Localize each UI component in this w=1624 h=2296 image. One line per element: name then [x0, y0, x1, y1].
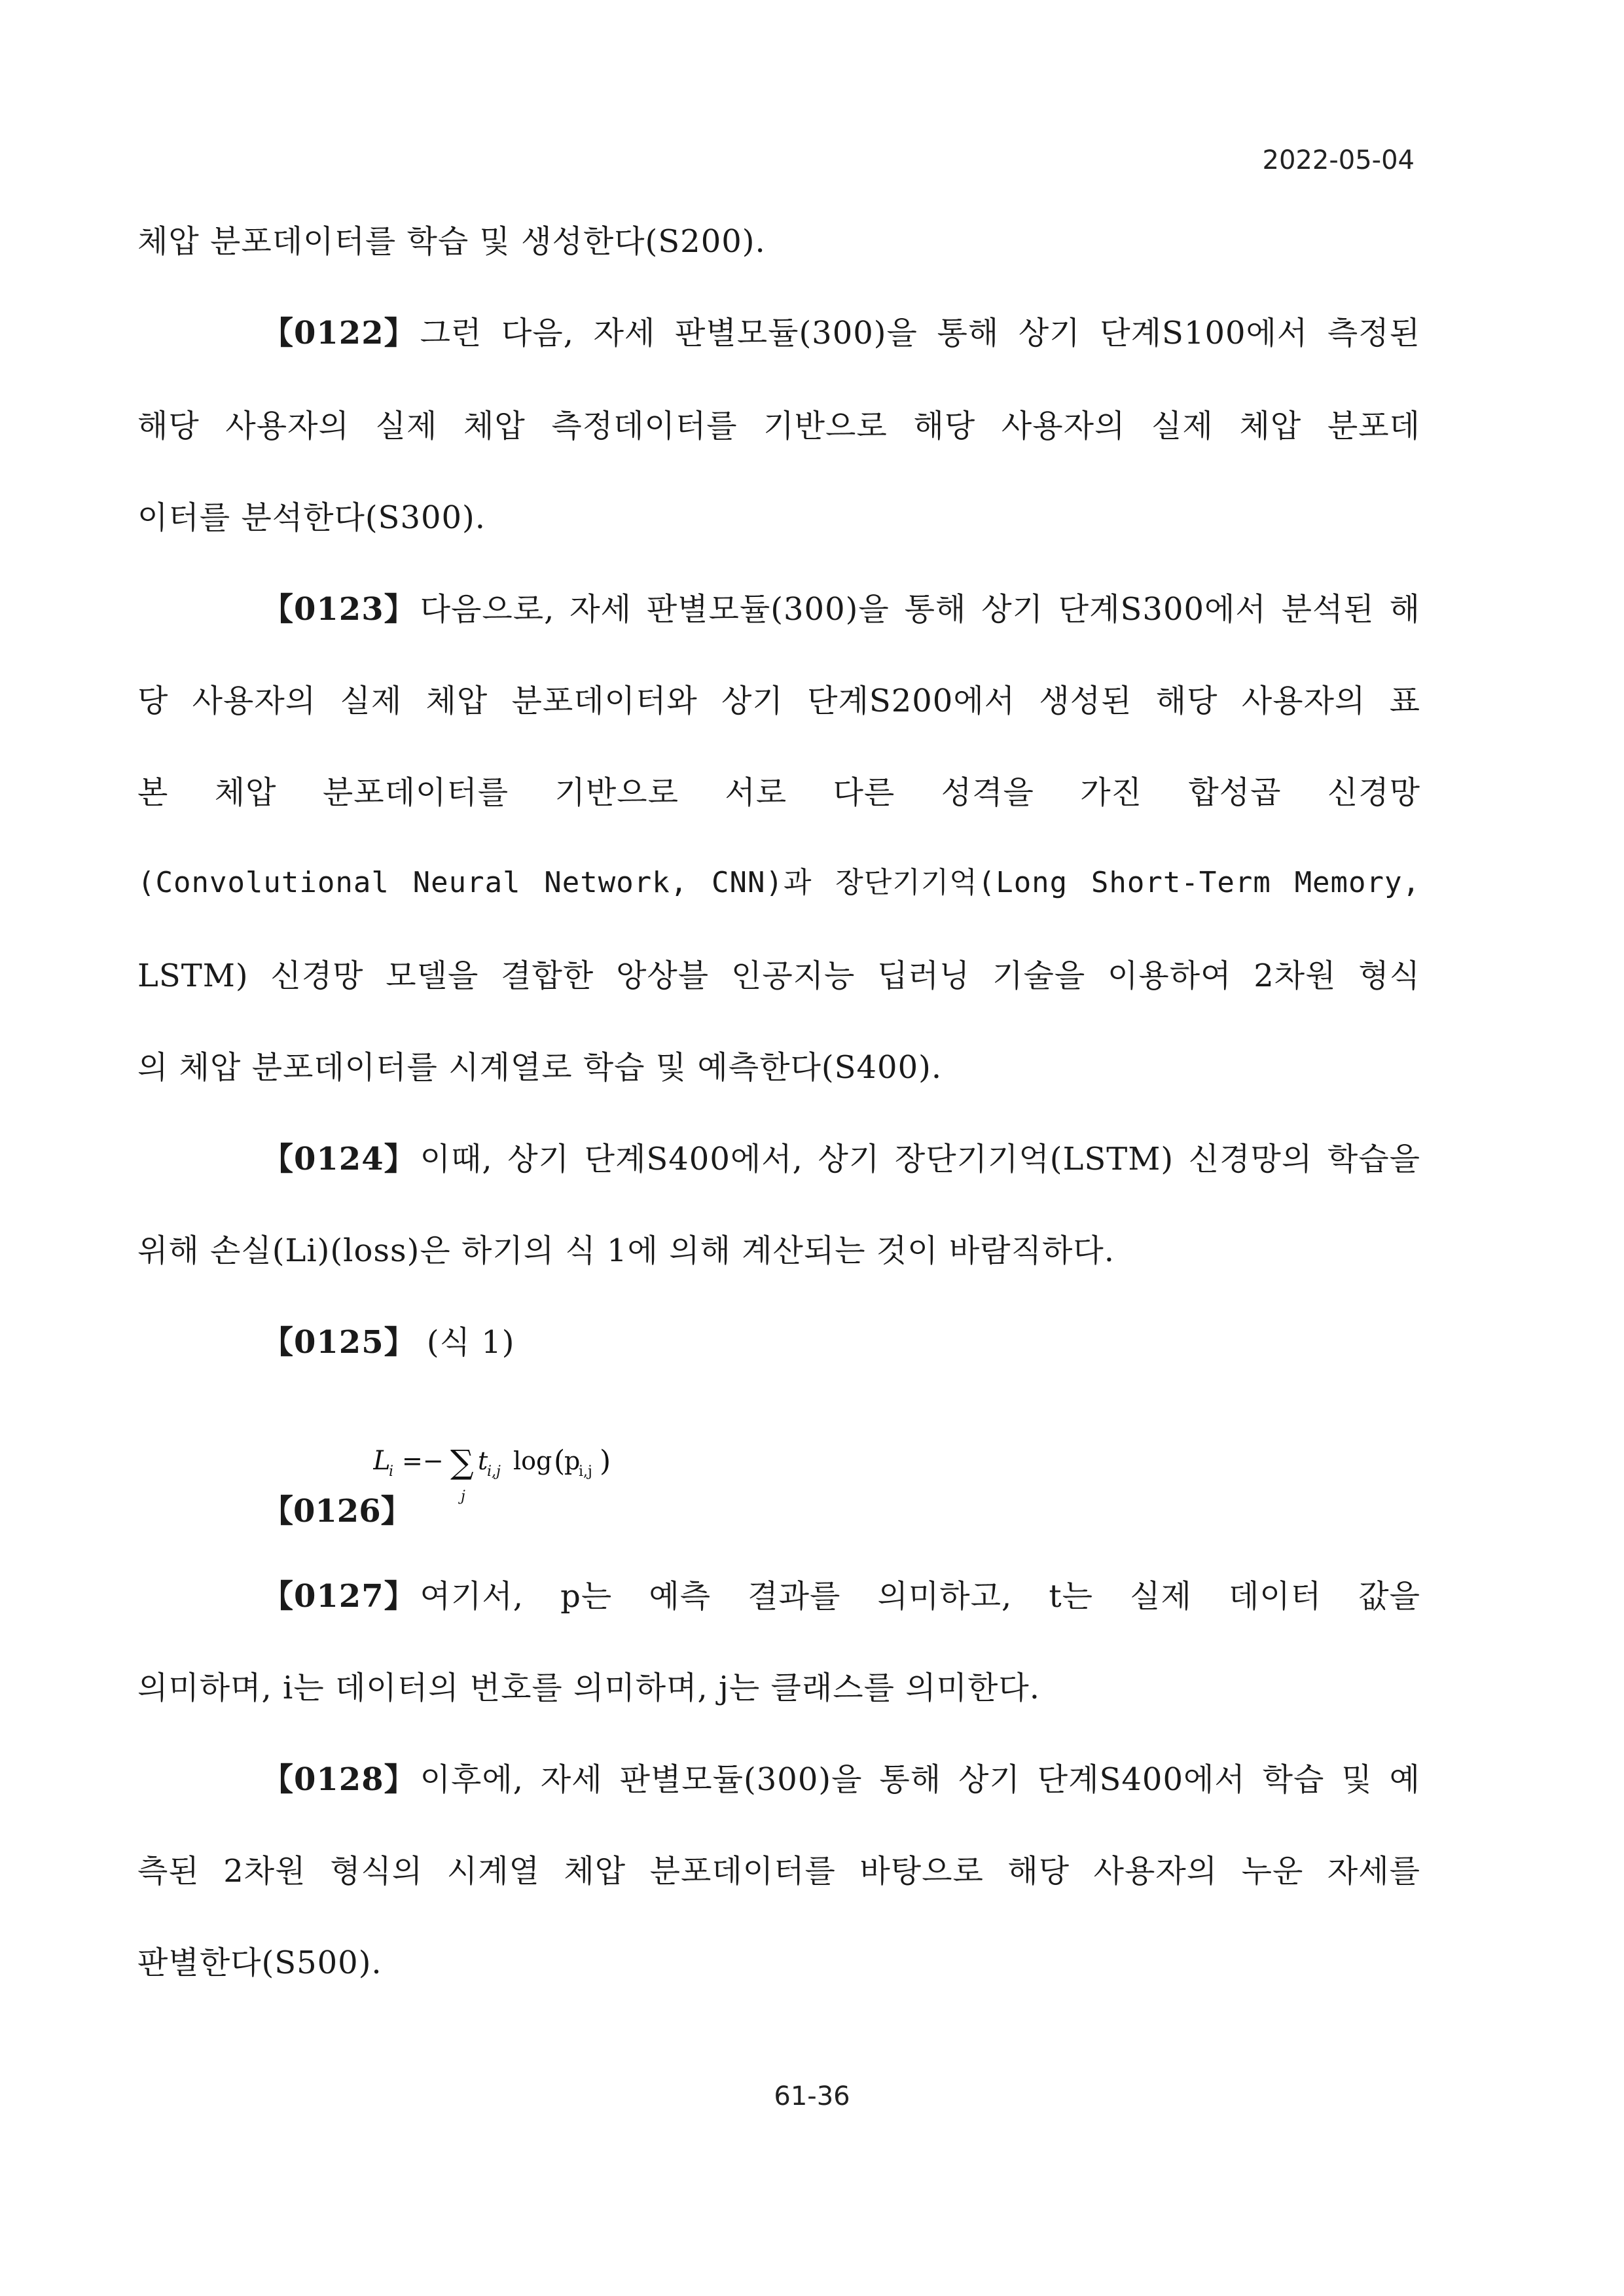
paragraph-0123-line-5: LSTM) 신경망 모델을 결합한 앙상블 인공지능 딥러닝 기술을 이용하여 2차원 형식	[137, 958, 1420, 994]
paragraph-0127-line-1: 【0127】 여기서, p는 예측 결과를 의미하고, t는 실제 데이터 값을	[262, 1571, 1420, 1616]
eq-sigma-sub: j	[461, 1488, 465, 1505]
paragraph-0127-line-2: 의미하며, i는 데이터의 번호를 의미하며, j는 클래스를 의미한다.	[137, 1670, 1041, 1706]
eq-lhs: L	[373, 1446, 391, 1476]
paragraph-0123-line-2: 당 사용자의 실제 체압 분포데이터와 상기 단계S200에서 생성된 해당 사용자의 표	[137, 683, 1420, 719]
paragraph-number-0128: 【0128】	[262, 1761, 416, 1798]
document-date: 2022-05-04	[1262, 145, 1415, 175]
paragraph-0123-line-6: 의 체압 분포데이터를 시계열로 학습 및 예측한다(S400).	[137, 1049, 943, 1086]
paragraph-0122-line-1: 【0122】 그런 다음, 자세 판별모듈(300)을 통해 상기 단계S100에서 측정된	[262, 308, 1420, 353]
paragraph-0121-tail: 체압 분포데이터를 학습 및 생성한다(S200).	[137, 223, 766, 260]
paragraph-number-0123: 【0123】	[262, 591, 416, 628]
eq-lhs-sub: i	[389, 1463, 394, 1480]
paragraph-number-0127: 【0127】	[262, 1578, 416, 1615]
eq-p: p	[564, 1446, 581, 1475]
paragraph-0124-line-2: 위해 손실(Li)(loss)은 하기의 식 1에 의해 계산되는 것이 바람직하다.	[137, 1232, 1115, 1269]
loss-equation	[373, 1437, 648, 1509]
paragraph-0124-line-1: 【0124】 이때, 상기 단계S400에서, 상기 장단기기억(LSTM) 신경망의 학습을	[262, 1134, 1420, 1179]
paragraph-0123-line-3: 본 체압 분포데이터를 기반으로 서로 다른 성격을 가진 합성곱 신경망	[137, 774, 1420, 811]
eq-p-sub: i,j	[579, 1463, 592, 1480]
eq-t: t	[478, 1446, 488, 1475]
eq-paren-open: (	[554, 1444, 566, 1478]
eq-equals-minus: =−	[402, 1446, 444, 1475]
paragraph-number-0124: 【0124】	[262, 1141, 416, 1177]
eq-sigma: ∑	[450, 1443, 474, 1481]
paragraph-0123-line-1: 【0123】 다음으로, 자세 판별모듈(300)을 통해 상기 단계S300에서 분석된 해	[262, 584, 1420, 629]
paragraph-0123-line-4: (Convolutional Neural Network, CNN)과 장단기기억(Long Short-Term Memory,	[137, 866, 1420, 899]
paragraph-0128-line-2: 측된 2차원 형식의 시계열 체압 분포데이터를 바탕으로 해당 사용자의 누운 자세를	[137, 1853, 1420, 1890]
paragraph-0125	[262, 1317, 1420, 1362]
eq-paren-close: )	[600, 1444, 611, 1478]
eq-log: log	[513, 1446, 552, 1475]
paragraph-0122-line-2: 해당 사용자의 실제 체압 측정데이터를 기반으로 해당 사용자의 실제 체압 분포데	[137, 408, 1420, 444]
eq-t-sub: i,j	[487, 1463, 501, 1480]
paragraph-number-0125: 【0125】	[262, 1324, 416, 1361]
paragraph-0128-line-1: 【0128】 이후에, 자세 판별모듈(300)을 통해 상기 단계S400에서 학습 및 예	[262, 1754, 1420, 1799]
paragraph-0126	[262, 1437, 1047, 1530]
paragraph-0122-line-3: 이터를 분석한다(S300).	[137, 499, 486, 536]
equation-caption: (식 1)	[426, 1324, 515, 1361]
page-number: 61-36	[774, 2081, 850, 2111]
paragraph-number-0122: 【0122】	[262, 315, 416, 351]
paragraph-0128-line-3: 판별한다(S500).	[137, 1945, 382, 1981]
paragraph-number-0126: 【0126】	[262, 1493, 412, 1530]
